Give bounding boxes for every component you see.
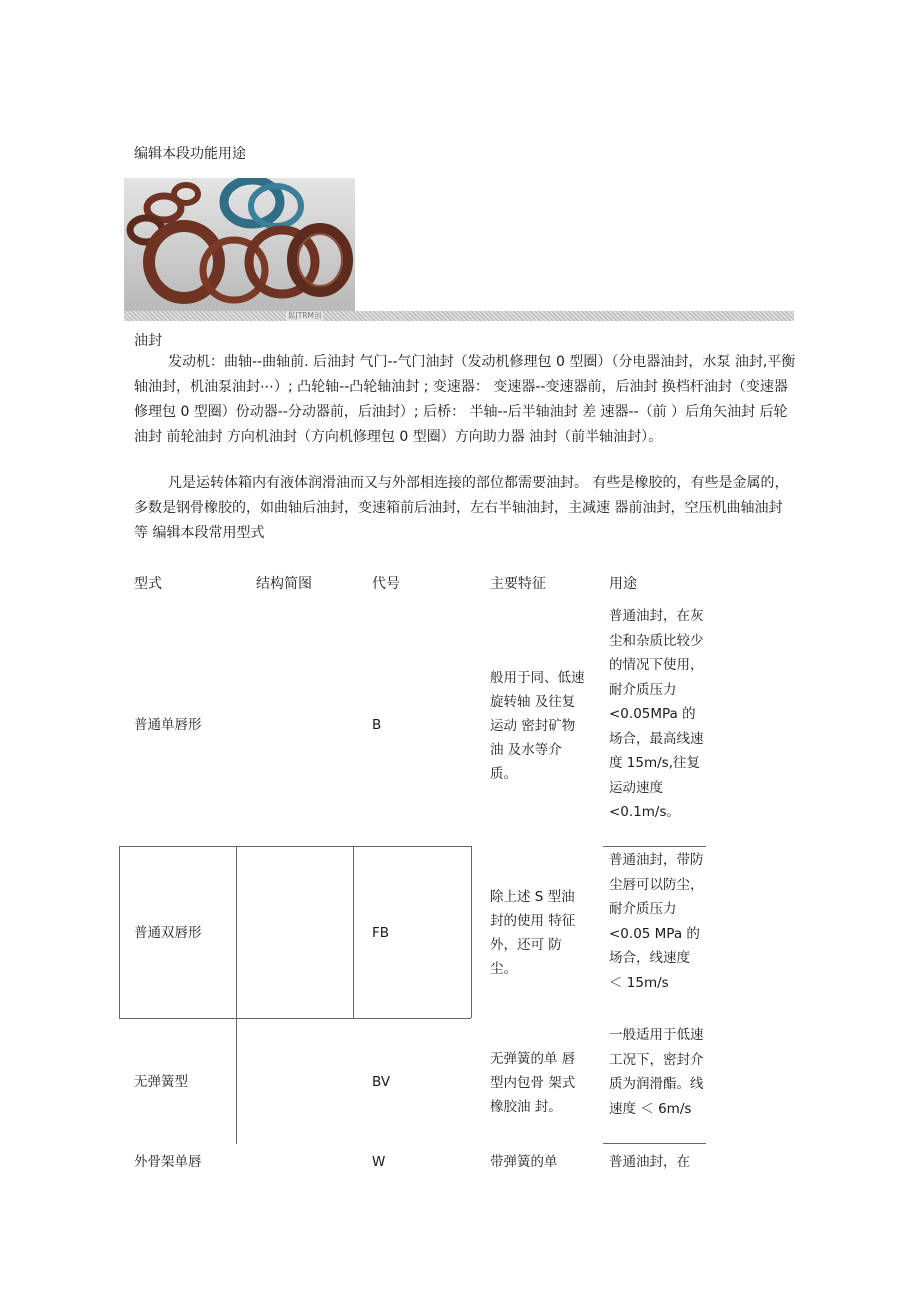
table-rule-col3 [353, 846, 354, 1018]
table-rule-col2 [236, 846, 237, 1144]
table-cell-code: B [372, 717, 382, 733]
table-cell-feature: 带弹簧的单 [490, 1154, 558, 1170]
table-header-usage: 用途 [609, 576, 637, 592]
section-heading: 编辑本段功能用途 [134, 146, 246, 162]
image-caption: 鬆JTRM创 [288, 311, 322, 320]
paragraph-1: 发动机：曲轴--曲轴前. 后油封 气门--气门油封（发动机修理包 0 型圈）（分电器油封，水泵 油封,平衡轴油封，机油泵油封⋯）; 凸轮轴--凸轮轴油封 ; 变速器： 变速器--变速器前，后油封 换档杆油封（变速器修理包 0 型圈）份动器--分动器前，后油封）; 后桥： 半轴--后半轴油封 差 速器--（前 ）后角矢油封 后轮油封 前轮油封 方向机油封（方向机修理包 0 型圈）方向助力器 油封（前半轴油封）。 [134, 354, 796, 445]
usage-rule [603, 1143, 706, 1144]
subheading: 油封 [134, 333, 162, 349]
table-cell-code: W [372, 1154, 386, 1170]
table-header-code: 代号 [372, 576, 400, 592]
oil-seal-illustration [124, 178, 355, 311]
usage-rule [603, 846, 706, 847]
table-cell-usage: 普通油封，在灰尘和杂质比较少的情况下使用，耐介质压力<0.05MPa 的场合，最高线速度 15m/s,往复运动速度 <0.1m/s。 [609, 608, 704, 820]
table-rule-left [119, 846, 120, 1018]
table-cell-code: BV [372, 1074, 391, 1090]
table-cell-usage: 一般适用于低速工况下，密封介质为润滑酯。线速度 ＜ 6m/s [609, 1027, 704, 1117]
table-cell-feature: 除上述 S 型油封的使用 特征外，还可 防尘。 [490, 889, 576, 977]
table-cell-type: 外骨架单唇 [134, 1154, 202, 1170]
table-header-diagram: 结构简图 [256, 576, 312, 592]
table-rule-col4 [471, 846, 472, 1018]
table-cell-type: 无弹簧型 [134, 1074, 188, 1090]
table-header-feature: 主要特征 [490, 576, 546, 592]
table-cell-usage: 普通油封，在 [609, 1154, 690, 1170]
caption-band [124, 311, 794, 321]
table-cell-usage: 普通油封，带防尘唇可以防尘，耐介质压力<0.05 MPa 的场合，线速度 ＜ 15m/s [609, 852, 704, 991]
paragraph-2: 凡是运转体箱内有液体润滑油而又与外部相连接的部位都需要油封。 有些是橡胶的，有些是金属的，多数是钢骨橡胶的，如曲轴后油封，变速箱前后油封，左右半轴油封，主减速 器前油封，空压机曲轴油封等 编辑本段常用型式 [134, 475, 789, 541]
table-rule-top [119, 846, 471, 847]
table-cell-code: FB [372, 925, 390, 941]
oil-seal-photo [124, 178, 355, 311]
table-cell-feature: 无弹簧的单 唇型内包骨 架式橡胶油 封。 [490, 1051, 576, 1115]
table-header-type: 型式 [134, 576, 162, 592]
table-cell-feature: 般用于同、低速旋转轴 及往复运动 密封矿物油 及水等介质。 [490, 670, 585, 782]
table-cell-type: 普通单唇形 [134, 717, 202, 733]
table-rule-bottom [119, 1018, 471, 1019]
table-cell-type: 普通双唇形 [134, 925, 202, 941]
